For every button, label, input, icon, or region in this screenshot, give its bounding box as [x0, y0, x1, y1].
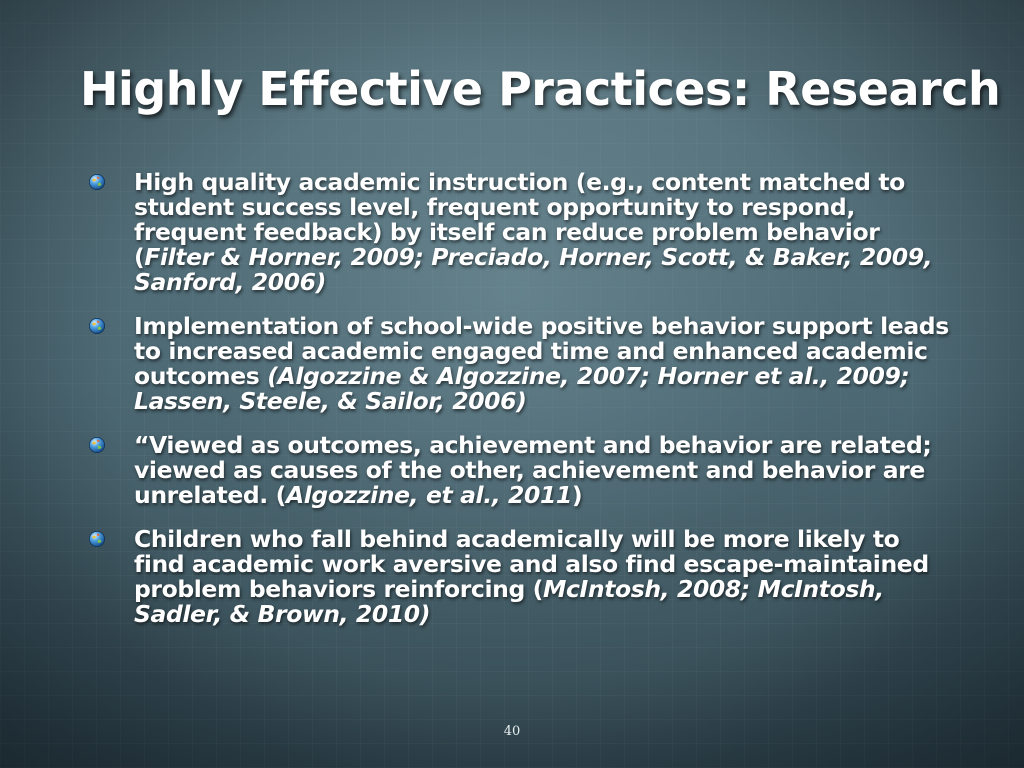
bullet-citation: (Algozzine & Algozzine, 2007; Horner et al., 2009; Lassen, Steele, & Sailor, 2006): [134, 362, 910, 415]
bullet-text: “Viewed as outcomes, achievement and behavior are related; viewed as causes of the other, achievement and behavior are unrelated. (: [134, 431, 932, 509]
globe-bullet-icon: [88, 173, 106, 191]
bullet-citation: Algozzine, et al., 2011: [285, 481, 572, 509]
slide-title: Highly Effective Practices: Research: [80, 62, 1001, 116]
bullet-text: High quality academic instruction (e.g., content matched to student success level, frequent opportunity to respond, frequent feedback) by itself can reduce problem behavior (: [134, 168, 905, 271]
bullet-list: [84, 170, 954, 646]
bullet-tail: ): [571, 481, 583, 509]
bullet-text: Implementation of school-wide positive behavior support leads to increased academic engaged time and enhanced academic outcomes: [134, 312, 949, 390]
bullet-item: [84, 433, 954, 508]
bullet-item: [84, 314, 954, 414]
globe-bullet-icon: [88, 317, 106, 335]
bullet-item: [84, 527, 954, 627]
bullet-citation: Filter & Horner, 2009; Preciado, Horner, Scott, & Baker, 2009, Sanford, 2006): [134, 243, 933, 296]
bullet-citation: McIntosh, 2008; McIntosh, Sadler, & Brown, 2010): [134, 575, 884, 628]
globe-bullet-icon: [88, 530, 106, 548]
bullet-text: Children who fall behind academically will be more likely to find academic work aversive and also find escape-maintained problem behaviors reinforcing (: [134, 525, 929, 603]
bullet-item: [84, 170, 954, 295]
slide-number: 40: [503, 724, 521, 739]
globe-bullet-icon: [88, 436, 106, 454]
